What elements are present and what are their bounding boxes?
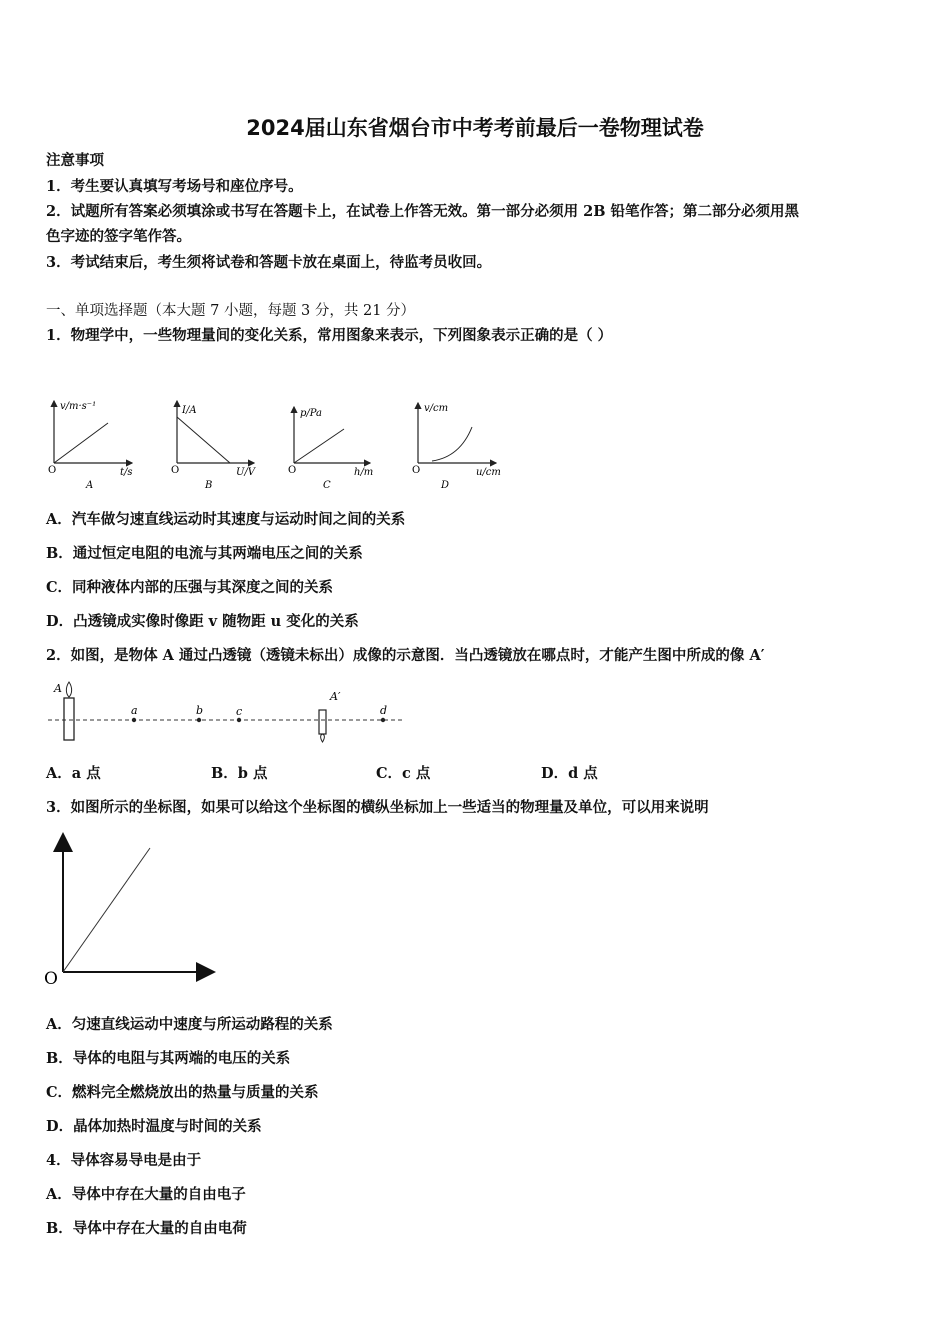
notice-heading: 注意事项 bbox=[46, 152, 104, 169]
point-a bbox=[132, 718, 136, 722]
graph-c bbox=[288, 407, 373, 491]
point-b bbox=[197, 718, 201, 722]
q2-option-c[interactable]: C．c 点 bbox=[376, 765, 431, 782]
q2-lens-figure bbox=[44, 678, 414, 748]
origin-label: O bbox=[288, 465, 297, 476]
q3-option-c[interactable]: C．燃料完全燃烧放出的热量与质量的关系 bbox=[46, 1084, 319, 1101]
question-2-stem: 2．如图，是物体 A 通过凸透镜（透镜未标出）成像的示意图．当凸透镜放在哪点时，才能产生图中所成的像 A′ bbox=[46, 647, 765, 664]
notice-item: 1．考生要认真填写考场号和座位序号。 bbox=[46, 178, 303, 195]
x-axis-label: t/s bbox=[120, 467, 133, 478]
x-axis-label: U/V bbox=[236, 467, 256, 478]
point-d bbox=[381, 718, 385, 722]
image-label: A′ bbox=[330, 690, 341, 703]
q2-option-b[interactable]: B．b 点 bbox=[211, 765, 268, 782]
notice-item: 3．考试结束后，考生须将试卷和答题卡放在桌面上，待监考员收回。 bbox=[46, 254, 492, 271]
graph-tag: A bbox=[86, 480, 94, 491]
q3-option-d[interactable]: D．晶体加热时温度与时间的关系 bbox=[46, 1118, 262, 1135]
q1-option-b[interactable]: B．通过恒定电阻的电流与其两端电压之间的关系 bbox=[46, 545, 363, 562]
q3-option-b[interactable]: B．导体的电阻与其两端的电压的关系 bbox=[46, 1050, 291, 1067]
q3-graph-figure bbox=[40, 826, 230, 991]
candle-object bbox=[64, 698, 74, 740]
question-4-stem: 4．导体容易导电是由于 bbox=[46, 1152, 202, 1169]
graph-curve bbox=[432, 427, 472, 461]
point-c-label: c bbox=[236, 705, 243, 718]
q1-option-a[interactable]: A．汽车做匀速直线运动时其速度与运动时间之间的关系 bbox=[46, 511, 406, 528]
graph-line bbox=[54, 423, 108, 463]
q2-option-a[interactable]: A．a 点 bbox=[46, 765, 101, 782]
image-flame-icon bbox=[321, 734, 325, 742]
graph-tag: C bbox=[323, 480, 331, 491]
q4-option-b[interactable]: B．导体中存在大量的自由电荷 bbox=[46, 1220, 247, 1237]
y-axis-label: I/A bbox=[182, 405, 197, 416]
q1-graphs-figure bbox=[40, 395, 510, 495]
origin-label: O bbox=[48, 465, 57, 476]
q1-option-d[interactable]: D．凸透镜成实像时像距 v 随物距 u 变化的关系 bbox=[46, 613, 359, 630]
y-axis-label: v/m·s⁻¹ bbox=[60, 401, 97, 412]
graph-d bbox=[412, 403, 501, 491]
q4-option-a[interactable]: A．导体中存在大量的自由电子 bbox=[46, 1186, 246, 1203]
candle-flame-icon bbox=[66, 682, 71, 697]
point-c bbox=[237, 718, 241, 722]
notice-item: 色字迹的签字笔作答。 bbox=[46, 228, 191, 245]
graph-line bbox=[63, 848, 150, 972]
x-axis-label: u/cm bbox=[476, 467, 501, 478]
origin-label: O bbox=[44, 969, 58, 989]
graph-b bbox=[171, 401, 257, 491]
q1-option-c[interactable]: C．同种液体内部的压强与其深度之间的关系 bbox=[46, 579, 334, 596]
notice-item: 2．试题所有答案必须填涂或书写在答题卡上，在试卷上作答无效。第一部分必须用 2B 铅笔作答；第二部分必须用黑 bbox=[46, 203, 800, 220]
graph-line bbox=[177, 417, 230, 463]
graph-line bbox=[294, 429, 344, 463]
graph-tag: B bbox=[205, 480, 213, 491]
graph-tag: D bbox=[441, 480, 450, 491]
section-heading: 一、单项选择题（本大题 7 小题，每题 3 分，共 21 分） bbox=[46, 303, 416, 319]
point-a-label: a bbox=[131, 704, 138, 717]
origin-label: O bbox=[412, 465, 421, 476]
x-axis-label: h/m bbox=[354, 467, 374, 478]
graph-a bbox=[48, 401, 133, 491]
y-axis-label: p/Pa bbox=[300, 408, 323, 419]
q2-option-d[interactable]: D．d 点 bbox=[541, 765, 598, 782]
image-candle bbox=[319, 710, 326, 734]
y-axis-label: v/cm bbox=[424, 403, 449, 414]
point-b-label: b bbox=[196, 704, 204, 717]
question-1-stem: 1．物理学中，一些物理量间的变化关系，常用图象来表示，下列图象表示正确的是（ ） bbox=[46, 327, 613, 344]
exam-title: 2024届山东省烟台市中考考前最后一卷物理试卷 bbox=[246, 116, 704, 140]
point-d-label: d bbox=[380, 704, 388, 717]
q3-option-a[interactable]: A．匀速直线运动中速度与所运动路程的关系 bbox=[46, 1016, 333, 1033]
question-3-stem: 3．如图所示的坐标图，如果可以给这个坐标图的横纵坐标加上一些适当的物理量及单位，可以用来说明 bbox=[46, 799, 709, 816]
object-label: A bbox=[54, 682, 62, 695]
origin-label: O bbox=[171, 465, 180, 476]
